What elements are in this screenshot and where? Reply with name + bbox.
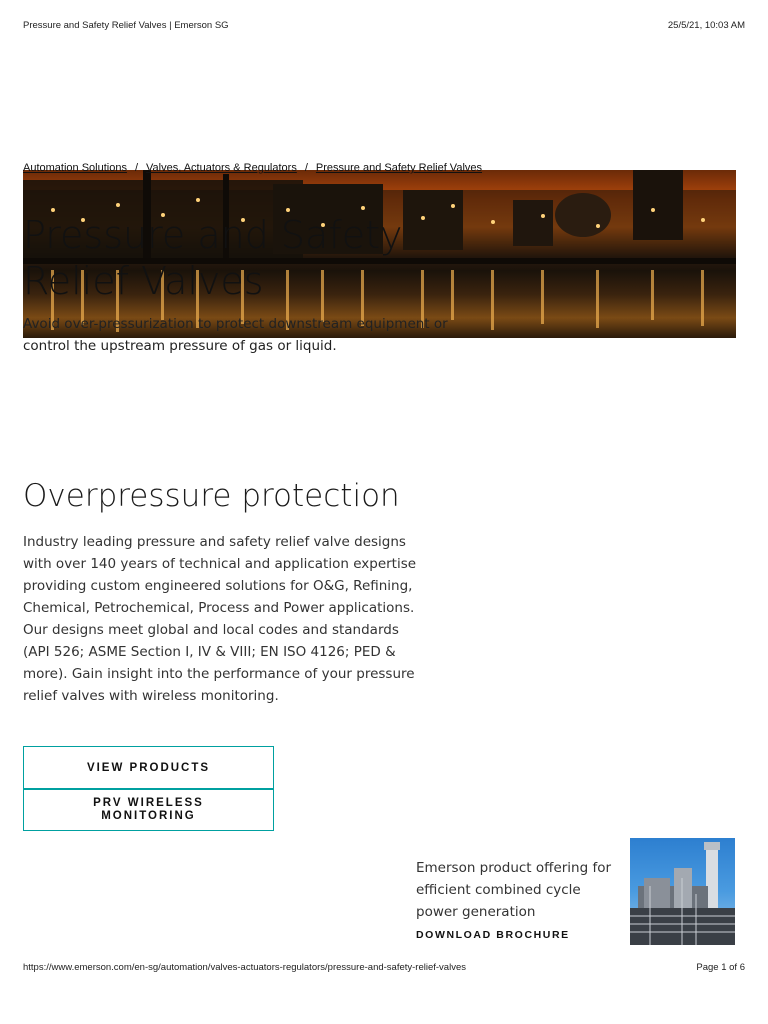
print-url: https://www.emerson.com/en-sg/automation/valves-actuators-regulators/pressure-and-safety-relief-valves <box>23 962 466 973</box>
breadcrumb-pressure-safety-relief-valves[interactable]: Pressure and Safety Relief Valves <box>315 162 483 174</box>
section-body: Industry leading pressure and safety relief valve designs with over 140 years of technical and application expertise providing custom engineered solutions for O&G, Refining, Chemical, Petrochemical, Process and Power applications. Our designs meet global and local codes and standards (API 526; ASME Section I, IV & VIII; EN ISO 4126; PED & more). Gain insight into the performance of your pressure relief valves with wireless monitoring. <box>23 534 417 704</box>
print-header <box>23 20 745 31</box>
print-page-number: Page 1 of 6 <box>696 962 745 973</box>
hero-title: Pressure and Safety Relief Valves <box>23 213 403 303</box>
print-datetime: 25/5/21, 10:03 AM <box>667 20 745 31</box>
breadcrumb-separator: / <box>134 162 139 174</box>
promo-text: Emerson product offering for efficient combined cycle power generation <box>416 860 612 920</box>
breadcrumb-valves-actuators-regulators[interactable]: Valves, Actuators & Regulators <box>146 162 297 174</box>
download-brochure-link[interactable]: DOWNLOAD BROCHURE <box>416 929 570 941</box>
view-products-button[interactable]: VIEW PRODUCTS <box>23 746 274 789</box>
hero-subtitle: Avoid over-pressurization to protect downstream equipment or control the upstream pressure of gas or liquid. <box>23 316 448 354</box>
breadcrumb-automation-solutions[interactable]: Automation Solutions <box>23 162 127 174</box>
breadcrumb-separator: / <box>304 162 308 174</box>
section-title: Overpressure protection <box>23 478 400 514</box>
prv-wireless-monitoring-button[interactable]: PRV WIRELESS MONITORING <box>23 789 274 831</box>
breadcrumb <box>23 162 482 174</box>
promo-image-power-plant <box>630 838 735 945</box>
print-footer <box>23 962 745 973</box>
print-page-title: Pressure and Safety Relief Valves | Emerson SG <box>23 20 229 31</box>
